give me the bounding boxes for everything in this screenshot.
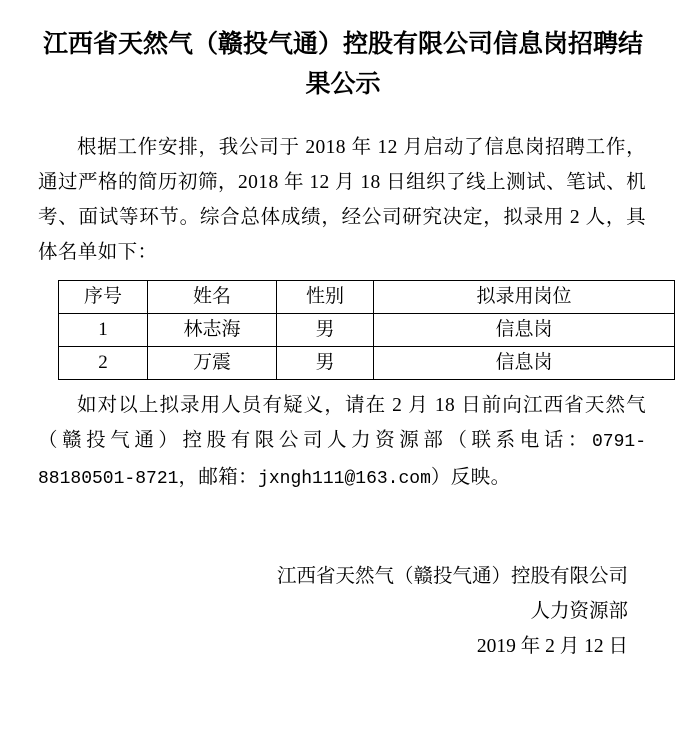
cell-gender: 男 <box>277 347 374 380</box>
contact-paragraph-block <box>26 388 660 497</box>
contact-email: jxngh111@163.com <box>258 469 431 489</box>
table-row <box>59 347 675 380</box>
table-header-row <box>59 281 675 314</box>
contact-phone: 0791-88180501-8721 <box>38 432 646 489</box>
column-header-gender: 性别 <box>277 281 374 314</box>
cell-gender: 男 <box>277 314 374 347</box>
cell-no: 1 <box>59 314 148 347</box>
cell-name: 万震 <box>148 347 277 380</box>
cell-name: 林志海 <box>148 314 277 347</box>
contact-paragraph-text-2: ，邮箱： <box>178 467 259 488</box>
signature-department: 人力资源部 <box>530 601 628 622</box>
contact-paragraph-text-3: ）反映。 <box>430 467 511 488</box>
signature-date: 2019 年 2 月 12 日 <box>476 636 628 657</box>
namelist-table-wrapper <box>58 280 646 380</box>
column-header-post: 拟录用岗位 <box>374 281 675 314</box>
intro-paragraph: 根据工作安排，我公司于 2018 年 12 月启动了信息岗招聘工作，通过严格的简历初筛，2018 年 12 月 18 日组织了线上测试、笔试、机考、面试等环节。综合总体成绩，经公司研究决定，拟录用 2 人，具体名单如下： <box>38 137 646 263</box>
cell-no: 2 <box>59 347 148 380</box>
signature-block <box>26 559 660 664</box>
column-header-name: 姓名 <box>148 281 277 314</box>
cell-post: 信息岗 <box>374 314 675 347</box>
contact-paragraph-text-1: 如对以上拟录用人员有疑义，请在 2 月 18 日前向江西省天然气（赣投气通）控股有限公司人力资源部（联系电话： <box>38 395 646 451</box>
column-header-no: 序号 <box>59 281 148 314</box>
intro-paragraph-block <box>26 130 660 270</box>
namelist-table <box>58 280 675 380</box>
cell-post: 信息岗 <box>374 347 675 380</box>
table-row <box>59 314 675 347</box>
page-title: 江西省天然气（赣投气通）控股有限公司信息岗招聘结果公示 <box>42 30 643 98</box>
contact-paragraph <box>38 388 646 497</box>
signature-company: 江西省天然气（赣投气通）控股有限公司 <box>276 566 628 587</box>
